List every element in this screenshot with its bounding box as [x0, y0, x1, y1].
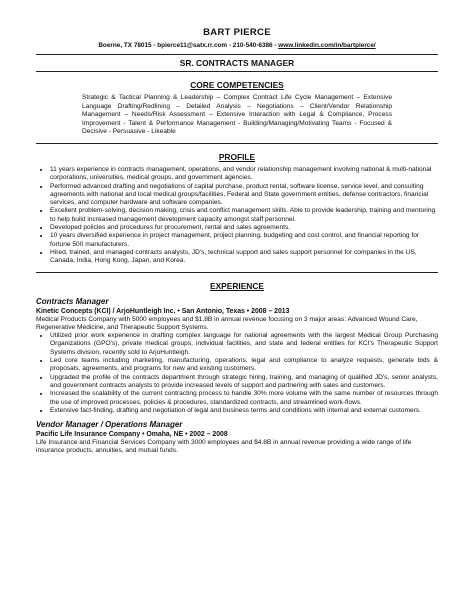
profile-heading: PROFILE	[218, 151, 256, 162]
job-company: Kinetic Concepts (KCI) / ArjoHuntleigh Inc. • San Antonio, Texas • 2008 – 2013	[36, 307, 290, 315]
resume-title: SR. CONTRACTS MANAGER	[179, 58, 295, 68]
contact-info: Boerne, TX 78015 - bpierce11@satx.rr.com - 210-540-6386	[98, 42, 273, 49]
job-bullets	[36, 332, 438, 415]
experience-heading: EXPERIENCE	[210, 280, 264, 291]
job-bullet: • Increased the scalability of the current contracting process to handle 30% more volume with the same number of resources through the use of improved processes, policies & procedures, standardized contracts, and streamlined work-flows.	[50, 390, 438, 407]
profile-bullet: • Performed advanced drafting and negotiations of capital purchase, product rental, software license, service level, and consulting agreements with national and local medical groups/facilities, Federal and State government entities, defense contractors, financial services, and computer hardware and software companies.	[50, 183, 438, 208]
job-bullet: • Upgraded the profile of the contracts department through strategic hiring, training, and managing of qualified JD's, senior analysts, and government contracts analysts to provide increased levels of support and partnering with sales and customers.	[50, 374, 438, 391]
core-competencies-heading: CORE COMPETENCIES	[190, 80, 284, 90]
core-competencies-text: Strategic & Tactical Planning & Leadership – Complex Contract Life Cycle Management – Extensive Language Drafting/Redlining – Detailed Analysis – Negotiations – Client/Vendor Relationship Management – Needs/Risk Assessment – Extensive Interaction with Legal & Compliance, Process Improvement - Talent & Performance Management - Building/Managing/Motivating Teams - Focused & Decisive - Persuasive - Likeable	[82, 94, 392, 136]
profile-bullet: • Hired, trained, and managed contracts analysts, JD's, technical support and sales support personnel for companies in the US, Canada, India, Hong Kong, Japan, and Korea.	[50, 249, 438, 266]
job-description: Life Insurance and Financial Services Company with 3000 employees and $4.8B in annual revenue providing a wide range of life insurance products, annuities, and mutual funds.	[36, 439, 412, 455]
header-rule-bottom	[36, 71, 438, 72]
profile-bullet: • Developed policies and procedures for procurement, rental and sales agreements.	[50, 224, 438, 232]
linkedin-link[interactable]: www.linkedin.com/in/bartpierce/	[278, 42, 376, 49]
section-rule	[36, 143, 438, 144]
profile-bullet: • 11 years experience in contracts management, operations, and vendor relationship management involving national & multi-national corporations, universities, medical groups, and government agencies.	[50, 166, 438, 183]
section-rule	[36, 272, 438, 273]
candidate-name: BART PIERCE	[203, 27, 271, 38]
job-bullet: • Led core teams including marketing, manufacturing, operations, legal and compliance to analyze requests, generate bids & proposals, agreements, and programs for new and existing customers.	[50, 357, 438, 374]
profile-bullet: • Excellent problem-solving, decision making, crisis and conflict management skills. Able to provide leadership, training and mentoring to help build increased management development capacity amongst staff personnel.	[50, 207, 438, 224]
profile-bullet: • 10 years diversified experience in project management, project planning, budgeting and cost control, and financial reporting for fortune 500 manufacturers.	[50, 232, 438, 249]
contact-line: Boerne, TX 78015 - bpierce11@satx.rr.com - 210-540-6386 - www.linkedin.com/in/bartpierce/	[98, 42, 376, 49]
job-title: Contracts Manager	[36, 296, 109, 306]
job-bullet: • Extensive fact-finding, drafting and negotiation of legal and business terms and conditions with internal and external customers.	[50, 407, 438, 415]
profile-list	[36, 166, 438, 266]
job-description: Medical Products Company with 5000 employees and $1.8B in annual revenue focusing on 3 major areas: Advanced Wound Care, Regenerative Medicine, and Therapeutic Support Systems.	[36, 315, 418, 331]
job-bullet: • Utilized prior work experience in drafting complex language for national agreements with the largest Medical Group Purchasing Organizations (GPO's), private medical groups, individual facilities, and state and federal entities for KCI's Therapeutic Support Systems division, recently sold to ArjoHuntleigh.	[50, 332, 438, 357]
job-company: Pacific Life Insurance Company • Omaha, NE • 2002 – 2008	[36, 431, 228, 439]
job-title: Vendor Manager / Operations Manager	[36, 420, 183, 430]
header-rule-top	[36, 54, 438, 55]
